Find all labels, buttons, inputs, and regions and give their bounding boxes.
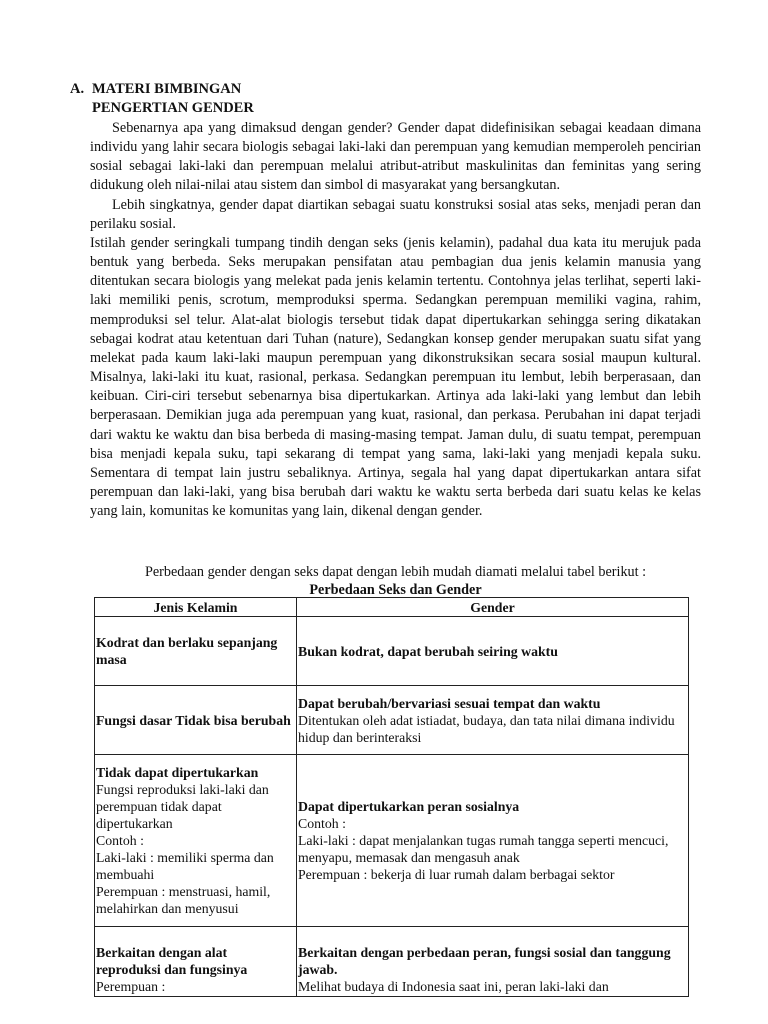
header-gender: Gender	[297, 598, 689, 617]
cell-right	[297, 927, 689, 997]
cell-left-line: Fungsi reproduksi laki-laki dan perempuan tidak dapat dipertukarkan	[96, 782, 269, 831]
table-intro: Perbedaan gender dengan seks dapat dengan lebih mudah diamati melalui tabel berikut :	[144, 564, 647, 580]
header-jenis-kelamin: Jenis Kelamin	[95, 598, 297, 617]
paragraph: Lebih singkatnya, gender dapat diartikan sebagai suatu konstruksi sosial atas seks, menjadi peran dan perilaku sosial.	[90, 196, 701, 232]
paragraph: Istilah gender seringkali tumpang tindih dengan seks (jenis kelamin), padahal dua kata itu merujuk pada bentuk yang berbeda. Seks merupakan pensifatan atau pembagian dua jenis kelamin manusia yang ditentukan secara biologis yang melekat pada jenis kelamin tertentu. Contohnya jelas terlihat, seperti laki-laki memiliki penis, scrotum, memproduksi sperma. Sedangkan perempuan memiliki vagina, rahim, memproduksi sel telur. Alat-alat biologis tersebut tidak dapat dipertukarkan sehingga sering dikatakan sebagai kodrat atau ketentuan dari Tuhan (nature), Sedangkan konsep gender merupakan suatu sifat yang melekat pada kaum laki-laki maupun perempuan yang dikonstruksikan secara sosial maupun kultural. Misalnya, laki-laki itu kuat, rasional, perkasa. Sedangkan perempuan itu lembut, lebih berperasaan, dan keibuan. Ciri-ciri tersebut sebenarnya bisa dipertukarkan. Artinya ada laki-laki yang lembut dan lebih berperasaan. Demikian juga ada perempuan yang kuat, rasional, dan perkasa. Perubahan ini dapat terjadi dari waktu ke waktu dan bisa berbeda di masing-masing tempat. Jaman dulu, di suatu tempat, perempuan bisa menjadi kepala suku, tapi sekarang di tempat yang sama, laki-laki yang menjadi kepala suku. Sementara di tempat lain justru sebaliknya. Artinya, segala hal yang dapat dipertukarkan antara sifat perempuan dan laki-laki, yang bisa berubah dari waktu ke waktu serta berbeda dari suatu kelas ke kelas yang lain, komunitas ke komunitas yang lain, dikenal dengan gender.	[90, 234, 701, 520]
section-subtitle: PENGERTIAN GENDER	[92, 100, 254, 116]
cell-left	[95, 617, 297, 686]
cell-right-title: Dapat berubah/bervariasi sesuai tempat dan waktu	[298, 695, 601, 711]
cell-right-line: Melihat budaya di Indonesia saat ini, peran laki-laki dan	[298, 979, 609, 994]
table-header-row	[95, 598, 689, 617]
cell-right-line: Ditentukan oleh adat istiadat, budaya, dan tata nilai dimana individu hidup dan berinteraksi	[298, 712, 675, 745]
cell-left-title: Kodrat dan berlaku sepanjang masa	[96, 635, 278, 667]
cell-right	[297, 755, 689, 927]
cell-right-line: Laki-laki : dapat menjalankan tugas rumah tangga seperti mencuci, menyapu, memasak dan mengasuh anak	[298, 833, 669, 865]
cell-left	[95, 927, 297, 997]
comparison-table	[94, 597, 689, 997]
cell-right	[297, 686, 689, 755]
paragraph: Sebenarnya apa yang dimaksud dengan gender? Gender dapat didefinisikan sebagai keadaan dimana individu yang lahir secara biologis sebagai laki-laki dan perempuan yang kemudian memperoleh pencirian sosial sebagai laki-laki dan perempuan melalui atribut-atribut maskulinitas dan feminitas yang sering didukung oleh nilai-nilai atau sistem dan simbol di masyarakat yang bersangkutan.	[90, 120, 701, 194]
section-heading	[70, 80, 241, 99]
section-number: A.	[70, 81, 85, 97]
cell-left-line: Contoh :	[96, 833, 144, 848]
cell-left-title: Fungsi dasar Tidak bisa berubah	[96, 712, 291, 728]
cell-right-title: Bukan kodrat, dapat berubah seiring waktu	[298, 643, 558, 659]
table-row	[95, 617, 689, 686]
cell-left	[95, 755, 297, 927]
body-text	[90, 119, 701, 521]
cell-left-line: Laki-laki : memiliki sperma dan membuahi	[96, 850, 274, 882]
cell-right-title: Berkaitan dengan perbedaan peran, fungsi sosial dan tanggung jawab.	[298, 945, 671, 977]
section-title: MATERI BIMBINGAN	[92, 81, 242, 97]
table-title: Perbedaan Seks dan Gender	[309, 582, 482, 598]
cell-left-title: Berkaitan dengan alat reproduksi dan fungsinya	[96, 945, 248, 977]
cell-right	[297, 617, 689, 686]
cell-right-line: Contoh :	[298, 816, 346, 831]
cell-left-title: Tidak dapat dipertukarkan	[96, 765, 259, 780]
cell-right-line: Perempuan : bekerja di luar rumah dalam berbagai sektor	[298, 867, 615, 882]
cell-right-title: Dapat dipertukarkan peran sosialnya	[298, 799, 520, 814]
cell-left	[95, 686, 297, 755]
cell-left-line: Perempuan :	[96, 979, 166, 994]
cell-left-line: Perempuan : menstruasi, hamil, melahirkan dan menyusui	[96, 884, 271, 916]
table-row	[95, 927, 689, 997]
table-row	[95, 686, 689, 755]
table-row	[95, 755, 689, 927]
